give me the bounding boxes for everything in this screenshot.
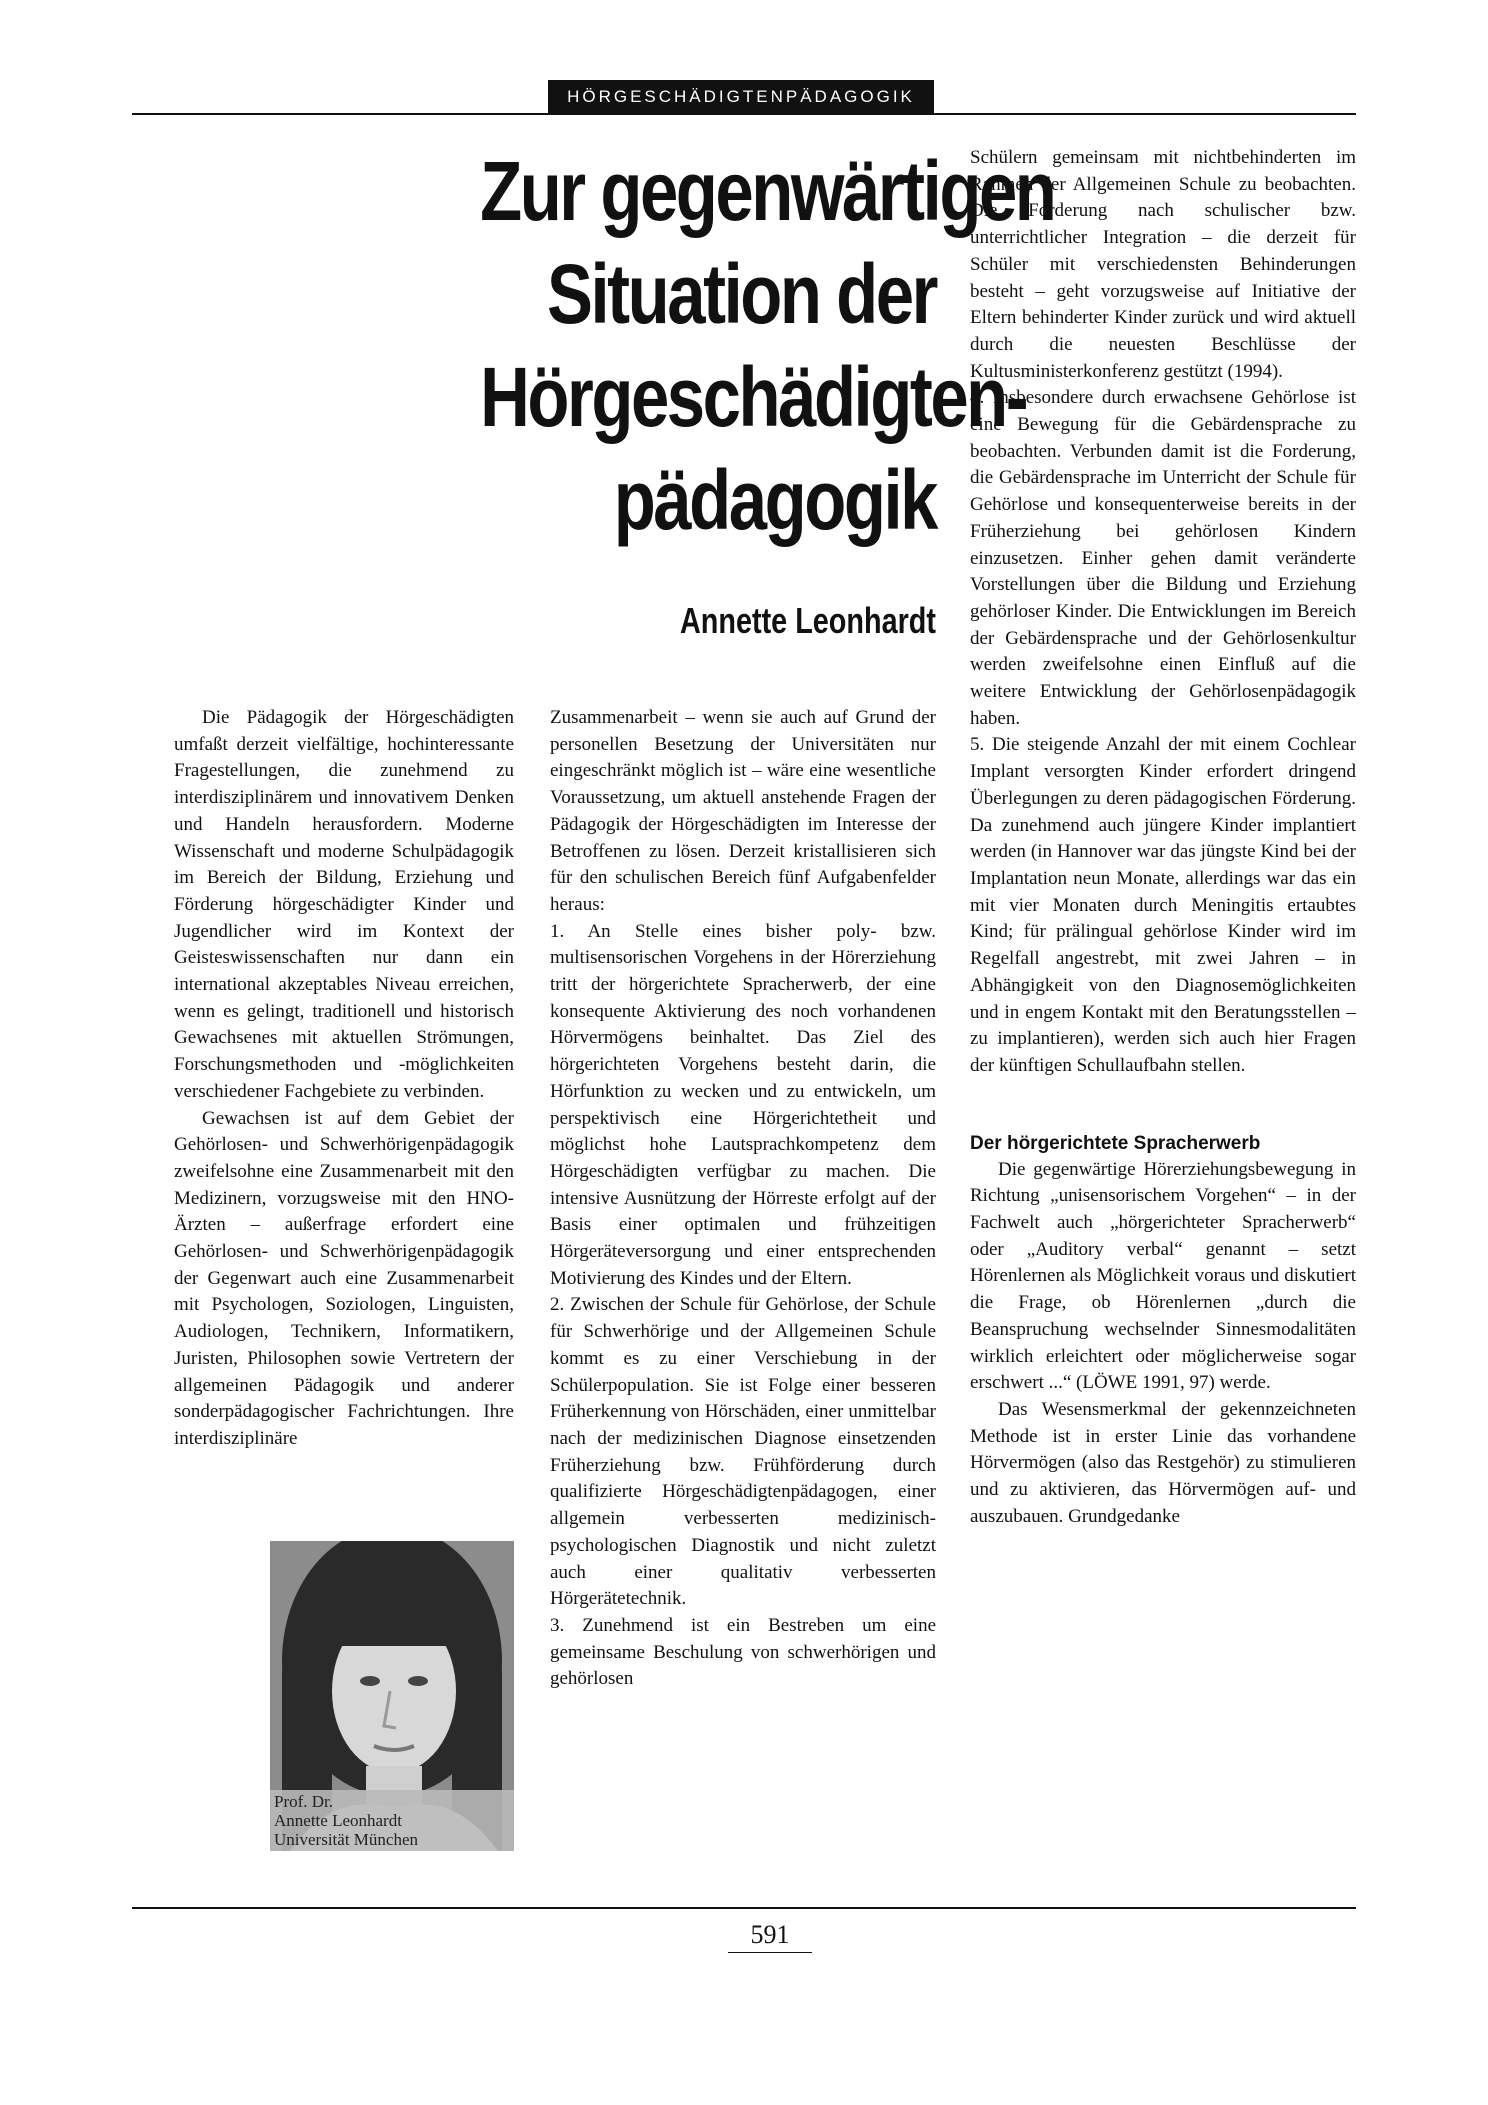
section-heading: Der hörgerichtete Spracherwerb: [970, 1132, 1261, 1154]
page-number: 591: [750, 1920, 790, 1949]
caption-line: Prof. Dr.: [274, 1792, 334, 1811]
paragraph: Die Pädagogik der Hörgeschädigten umfaßt derzeit vielfältige, hochinteressante Fragestellungen, die zunehmend zu interdisziplinärem und innovativem Denken und Handeln herausfordern. Moderne Wissenschaft und moderne Schulpädagogik im Bereich der Bildung, Erziehung und Förderung hörgeschädigter Kinder und Jugendlicher wird im Kontext der Geisteswissenschaften nur dann ein international akzeptables Niveau erreichen, wenn es gelingt, traditionell und historisch Gewachsenes mit aktuellen Strömungen, Forschungsmethoden und -möglichkeiten verschiedener Fachgebiete zu verbinden.: [174, 707, 514, 1102]
photo-caption: [270, 1790, 514, 1851]
paragraph: 5. Die steigende Anzahl der mit einem Cochlear Implant versorgten Kinder erfordert dringend Überlegungen zu deren pädagogischen Förderung. Da zunehmend auch jüngere Kinder implantiert werden (in Hannover war das jüngste Kind bei der Implantation neun Monate, allerdings war das ein mit vier Monaten durch Meningitis ertaubtes Kind; für prälingual gehörlose Kinder wird im Regelfall angestrebt, mit zwei Jahren – in Abhängigkeit von den Diagnosemöglichkeiten und in engem Kontakt mit den Beratungsstellen – zu implantieren), werden sich auch hier Fragen der künftigen Schullaufbahn stellen.: [970, 734, 1356, 1076]
caption-line: Universität München: [274, 1830, 418, 1849]
paragraph: Gewachsen ist auf dem Gebiet der Gehörlosen- und Schwerhörigenpädagogik zweifelsohne eine Zusammenarbeit mit den Medizinern, vorzugsweise mit den HNO-Ärzten – außerfrage erfordert eine Gehörlosen- und Schwerhörigenpädagogik der Gegenwart auch eine Zusammenarbeit mit Psychologen, Soziologen, Linguisten, Audiologen, Technikern, Informatikern, Juristen, Philosophen sowie Vertretern der allgemeinen Pädagogik und anderer sonderpädagogischer Fachrichtungen. Ihre interdisziplinäre: [174, 1107, 514, 1449]
top-rule: [132, 113, 1356, 115]
text-column-3: [970, 145, 1356, 1530]
section-header: HÖRGESCHÄDIGTENPÄDAGOGIK: [548, 80, 934, 113]
caption-line: Annette Leonhardt: [274, 1811, 402, 1830]
bottom-rule: [132, 1907, 1356, 1909]
text-column-2: [550, 705, 936, 1693]
title-line: Situation der: [547, 247, 936, 341]
paragraph: 3. Zunehmend ist ein Bestreben um eine gemeinsame Beschulung von schwerhörigen und gehörlosen: [550, 1614, 936, 1690]
paragraph: Das Wesensmerkmal der gekennzeichneten Methode ist in erster Linie das vorhandene Hörvermögen (also das Restgehör) zu stimulieren und zu aktivieren, das Hörvermögen auf- und auszubauen. Grundgedanke: [970, 1398, 1356, 1527]
article-title: [480, 140, 1055, 552]
title-line: pädagogik: [613, 453, 936, 547]
title-line: Hörgeschädigten-: [480, 350, 1027, 444]
paragraph: Die gegenwärtige Hörerziehungsbewegung in Richtung „unisensorischem Vorgehen“ – in der Fachwelt auch „hörgerichteter Spracherwerb“ oder „Auditory verbal“ genannt – setzt Hörenlernen als Möglichkeit voraus und diskutiert die Frage, ob Hörenlernen „durch die Beanspruchung wechselnder Sinnesmodalitäten wirklich erleichtert oder möglicherweise sogar erschwert ...“ (LÖWE 1991, 97) werde.: [970, 1158, 1356, 1394]
page-number-underline: [728, 1952, 812, 1953]
author-name: Annette Leonhardt: [680, 600, 936, 641]
title-line: Zur gegenwärtigen: [480, 144, 1055, 238]
paragraph: 1. An Stelle eines bisher poly- bzw. multisensorischen Vorgehens in der Hörerziehung tritt der hörgerichtete Spracherwerb, der eine konsequente Aktivierung des noch vorhandenen Hörvermögens beinhaltet. Das Ziel des hörgerichteten Vorgehens besteht darin, die Hörfunktion zu wecken und zu entwickeln, um perspektivisch eine Hörgerichtetheit und möglichst hohe Lautsprachkompetenz dem Hörgeschädigten verfügbar zu machen. Die intensive Ausnützung der Hörreste erfolgt auf der Basis einer optimalen und frühzeitigen Hörgeräteversorgung und einer entsprechenden Motivierung des Kindes und der Eltern.: [550, 920, 936, 1289]
paragraph: Zusammenarbeit – wenn sie auch auf Grund der personellen Besetzung der Universitäten nur eingeschränkt möglich ist – wäre eine wesentliche Voraussetzung, um aktuell anstehende Fragen der Pädagogik der Hörgeschädigten im Interesse der Betroffenen zu lösen. Derzeit kristallisieren sich für den schulischen Bereich fünf Aufgabenfelder heraus:: [550, 707, 936, 915]
paragraph: 4. Insbesondere durch erwachsene Gehörlose ist eine Bewegung für die Gebärdensprache zu beobachten. Verbunden damit ist die Forderung, die Gebärdensprache im Unterricht der Schule für Gehörlose und konsequenterweise bereits in der Früherziehung bei gehörlosen Kindern einzusetzen. Einher gehen damit veränderte Vorstellungen über die Bildung und Erziehung gehörloser Kinder. Die Entwicklungen im Bereich der Gebärdensprache und der Gehörlosenkultur werden zweifelsohne einen Einfluß auf die weitere Entwicklung der Gehörlosenpädagogik haben.: [970, 387, 1356, 729]
text-column-1: [174, 705, 514, 1453]
paragraph: 2. Zwischen der Schule für Gehörlose, der Schule für Schwerhörige und der Allgemeinen Schule kommt es zu einer Verschiebung in der Schülerpopulation. Sie ist Folge einer besseren Früherkennung von Hörschäden, einer unmittelbar nach der medizinischen Diagnose einsetzenden Früherziehung bzw. Frühförderung durch qualifizierte Hörgeschädigtenpädagogen, einer allgemein verbesserten medizinisch-psychologischen Diagnostik und nicht zuletzt auch einer qualitativ verbesserten Hörgerätetechnik.: [550, 1294, 936, 1610]
paragraph: Schülern gemeinsam mit nichtbehinderten im Rahmen der Allgemeinen Schule zu beobachten. Die Forderung nach schulischer bzw. unterrichtlicher Integration – die derzeit für Schüler mit verschiedensten Behinderungen besteht – geht vorzugsweise auf Initiative der Eltern behinderter Kinder zurück und wird aktuell durch die neuesten Beschlüsse der Kultusministerkonferenz gestützt (1994).: [970, 147, 1356, 382]
